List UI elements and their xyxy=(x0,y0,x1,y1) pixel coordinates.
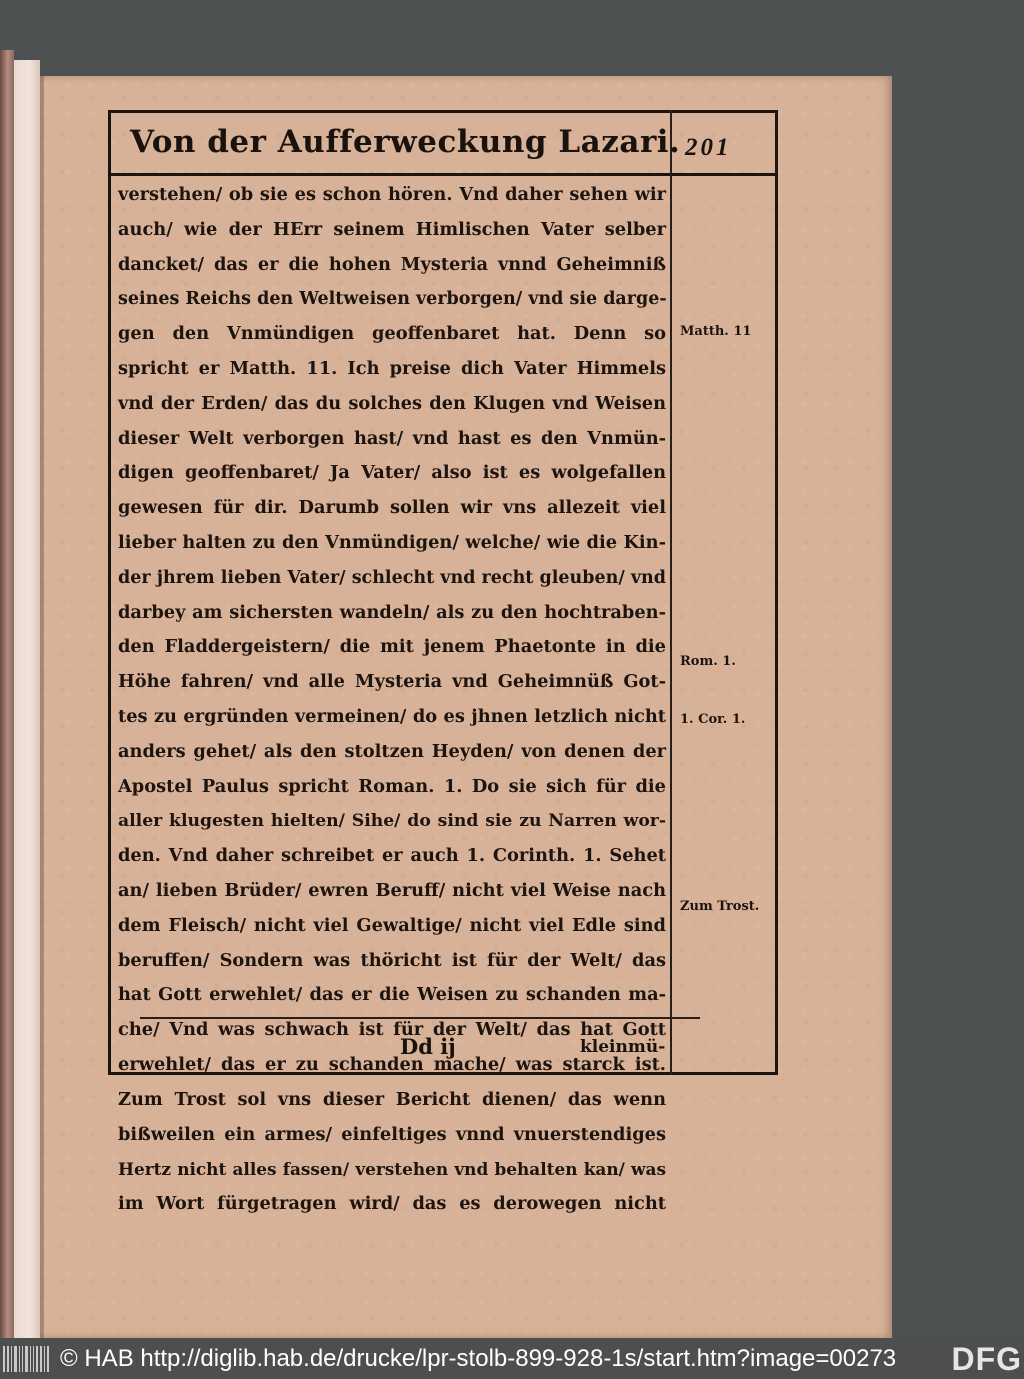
margin-note-trost: Zum Trost. xyxy=(680,899,760,914)
text-line: dancket/ das er die hohen Mysteria vnnd Geheimniß xyxy=(118,253,666,275)
text-line: dieser Welt verborgen hast/ vnd hast es den Vnmün- xyxy=(118,427,666,449)
text-line: lieber halten zu den Vnmündigen/ welche/ wie die Kin- xyxy=(118,531,666,553)
text-line: Hertz nicht alles fassen/ verstehen vnd behalten kan/ was xyxy=(118,1159,666,1180)
margin-rule xyxy=(670,110,672,1075)
signature-mark: Dd ij xyxy=(400,1034,456,1059)
text-line: seines Reichs den Weltweisen verborgen/ vnd sie darge- xyxy=(118,289,667,310)
text-line: digen geoffenbaret/ Ja Vater/ also ist es wolgefallen xyxy=(118,462,666,484)
dfg-logo: DFG xyxy=(951,1341,1022,1377)
running-title: Von der Aufferweckung Lazari. xyxy=(130,124,681,160)
text-line: den Fladdergeistern/ die mit jenem Phaetonte in die xyxy=(118,636,666,658)
page-gutter-shadow xyxy=(40,76,44,1338)
text-line: verstehen/ ob sie es schon hören. Vnd daher sehen wir xyxy=(118,184,666,205)
text-line: den. Vnd daher schreibet er auch 1. Corinth. 1. Sehet xyxy=(118,845,666,867)
text-line: spricht er Matth. 11. Ich preise dich Vater Himmels xyxy=(118,357,666,379)
text-line: der jhrem lieben Vater/ schlecht vnd recht gleuben/ vnd xyxy=(118,567,666,588)
text-line: im Wort fürgetragen wird/ das es derowegen nicht xyxy=(118,1193,666,1215)
catchword: kleinmü- xyxy=(580,1037,666,1057)
text-line: tes zu ergründen vermeinen/ do es jhnen letzlich nicht xyxy=(118,705,666,727)
text-line: che/ Vnd was schwach ist für der Welt/ das hat Gott xyxy=(118,1019,666,1041)
text-line: auch/ wie der HErr seinem Himlischen Vater selber xyxy=(118,218,666,240)
margin-note-cor: 1. Cor. 1. xyxy=(680,712,746,727)
header-rule xyxy=(108,173,778,176)
previous-page-edge xyxy=(0,50,14,1338)
text-line: hat Gott erwehlet/ das er die Weisen zu schanden ma- xyxy=(118,984,666,1006)
viewer-footer-bar xyxy=(0,1338,1024,1379)
text-line: gen den Vnmündigen geoffenbaret hat. Denn so xyxy=(118,323,666,345)
text-line: Höhe fahren/ vnd alle Mysteria vnd Geheimnüß Got- xyxy=(118,671,666,693)
text-line: darbey am sichersten wandeln/ als zu den hochtraben- xyxy=(118,601,666,623)
text-line: gewesen für dir. Darumb sollen wir vns allezeit viel xyxy=(118,497,666,519)
text-line: vnd der Erden/ das du solches den Klugen vnd Weisen xyxy=(118,392,666,414)
text-line: Apostel Paulus spricht Roman. 1. Do sie sich für die xyxy=(118,775,666,797)
text-line: an/ lieben Brüder/ ewren Beruff/ nicht viel Weise nach xyxy=(118,879,666,901)
copyright-link[interactable]: © HAB http://diglib.hab.de/drucke/lpr-stolb-899-928-1s/start.htm?image=00273 xyxy=(60,1345,897,1372)
margin-note-matth: Matth. 11 xyxy=(680,324,752,339)
text-line: dem Fleisch/ nicht viel Gewaltige/ nicht viel Edle sind xyxy=(118,914,666,936)
text-line: bißweilen ein armes/ einfeltiges vnnd vnuerstendiges xyxy=(118,1123,666,1145)
text-line: anders gehet/ als den stoltzen Heyden/ von denen der xyxy=(118,740,666,762)
margin-note-rom: Rom. 1. xyxy=(680,654,736,669)
previous-page-strip xyxy=(14,60,40,1338)
text-line: beruffen/ Sondern was thöricht ist für der Welt/ das xyxy=(118,949,666,971)
page-number: 201 xyxy=(685,134,732,161)
text-line: Zum Trost sol vns dieser Bericht dienen/ das wenn xyxy=(118,1088,666,1110)
text-line: aller klugesten hielten/ Sihe/ do sind sie zu Narren wor- xyxy=(118,811,666,832)
barcode-icon xyxy=(3,1346,49,1372)
text-line: erwehlet/ das er zu schanden mache/ was starck ist. xyxy=(118,1053,666,1075)
